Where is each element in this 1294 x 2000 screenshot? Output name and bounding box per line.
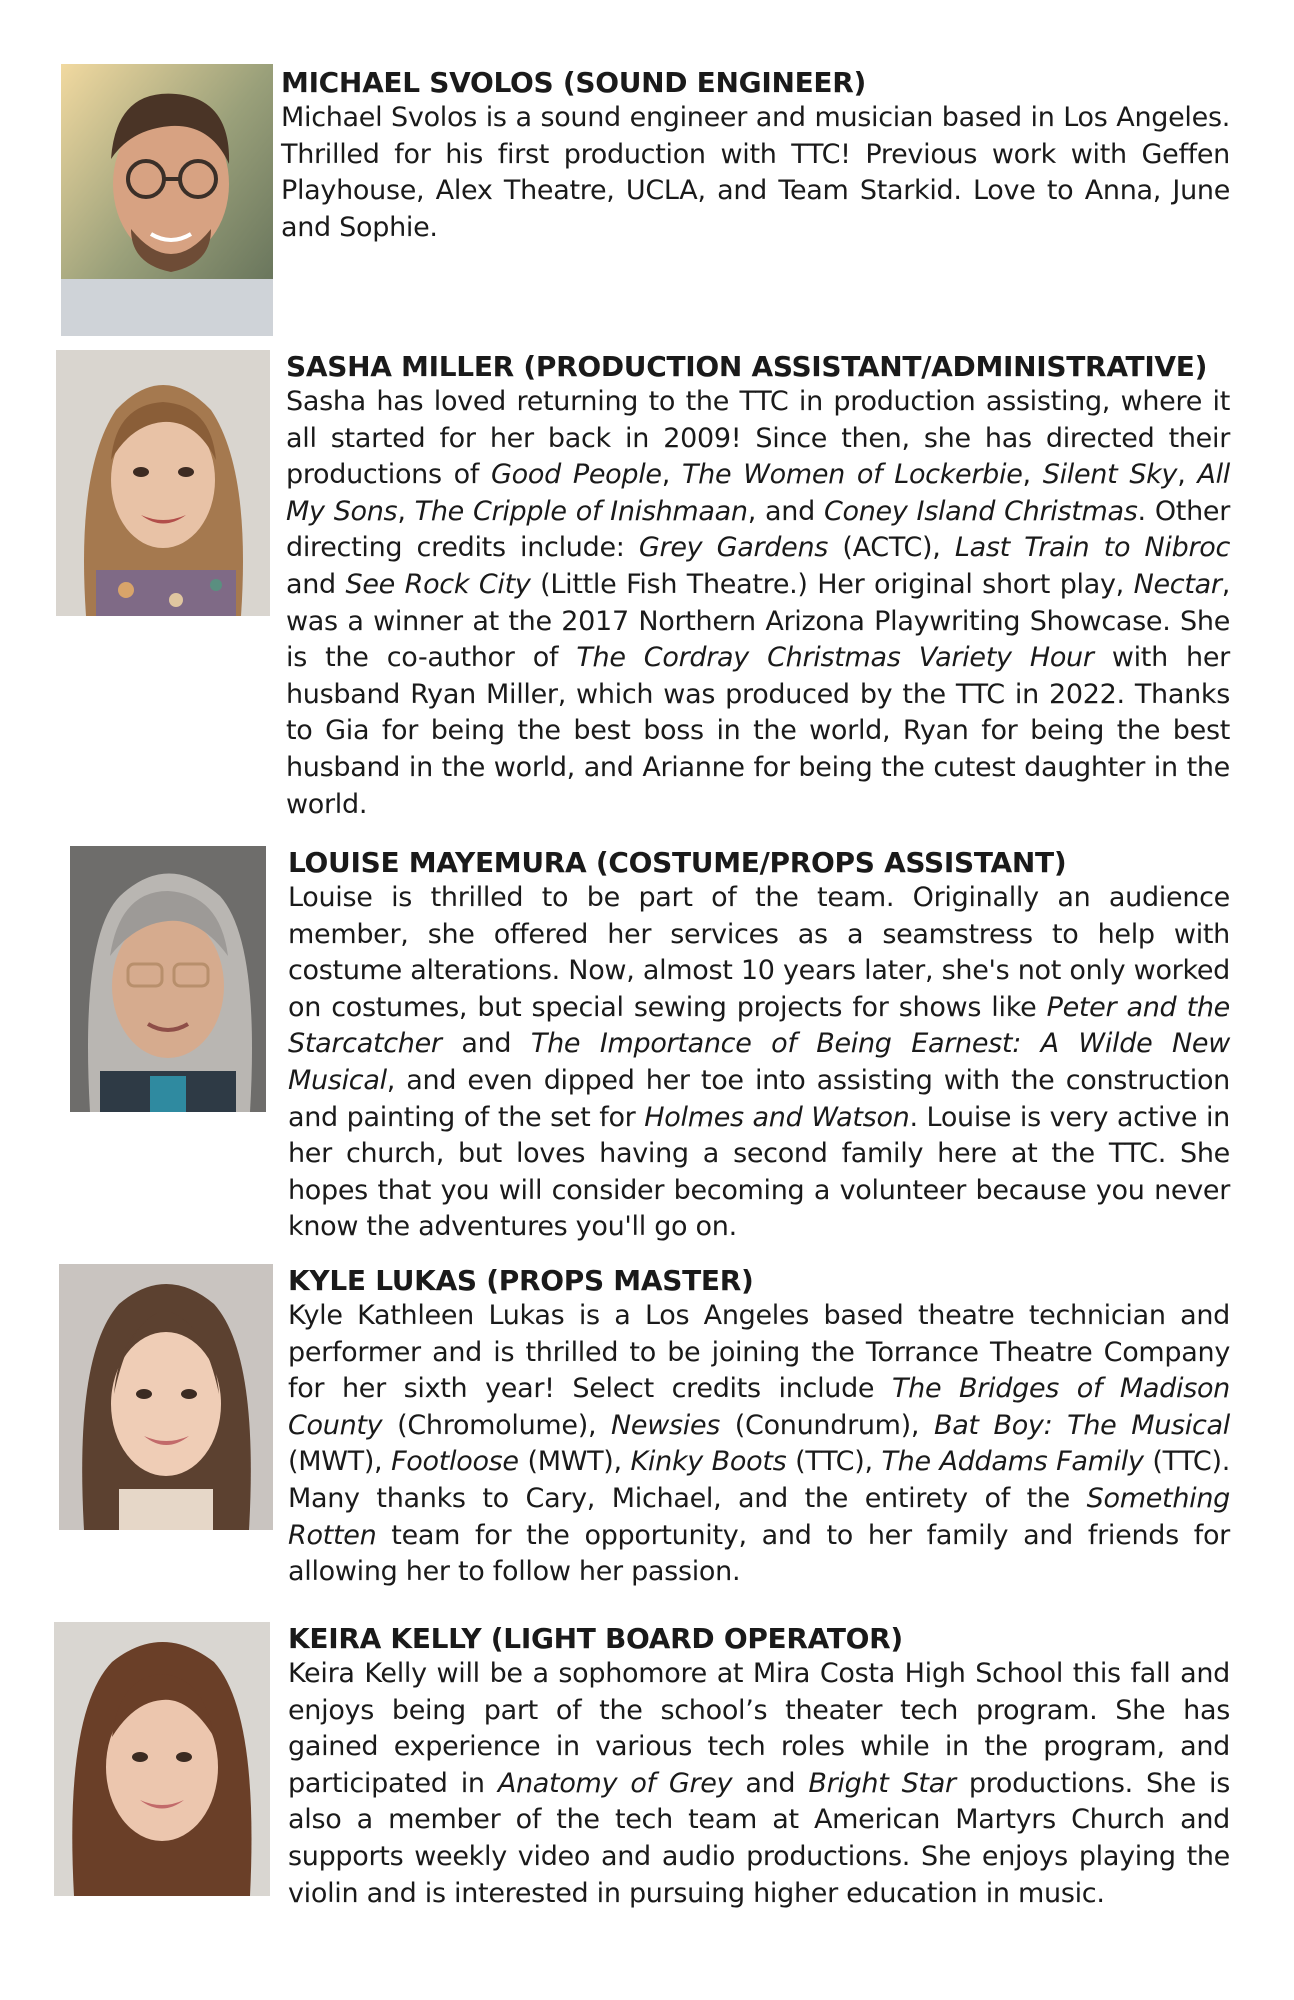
bio-title-italic: The Cordray Christmas Variety Hour xyxy=(576,642,1094,674)
portrait-photo xyxy=(54,1622,270,1896)
bio-title-italic: Grey Gardens xyxy=(638,532,829,564)
bio-title-italic: Last Train to Nibroc xyxy=(954,532,1231,564)
portrait-photo xyxy=(70,846,266,1112)
bio-heading: LOUISE MAYEMURA (COSTUME/PROPS ASSISTANT) xyxy=(288,846,1067,879)
bio-text-run: . Other directing credits include: xyxy=(286,495,1230,564)
bio-heading: SASHA MILLER (PRODUCTION ASSISTANT/ADMINISTRATIVE) xyxy=(286,350,1208,383)
bio-text-run: , and xyxy=(747,495,824,527)
bio-text-run: and xyxy=(286,568,346,600)
bio-text-run: Michael Svolos is a sound engineer and musician based in Los Angeles. Thrilled for his first production with TTC! Previous work with Geffen Playhouse, Alex Theatre, UCLA, and Team Starkid. Love to Anna, June and Sophie. xyxy=(281,102,1230,243)
bio-text-run: (TTC). Many thanks to Cary, Michael, and the entirety of the xyxy=(288,1446,1231,1514)
bio-text-run: , xyxy=(1022,459,1043,491)
bio-text xyxy=(288,1298,1230,1591)
portrait-photo xyxy=(61,64,273,336)
bio-text-run: (MWT), xyxy=(288,1446,392,1478)
bio-title-italic: Anatomy of Grey xyxy=(497,1767,733,1799)
bio-text-run: and xyxy=(441,1028,531,1060)
bio-title-italic: The Addams Family xyxy=(881,1446,1144,1478)
bio-title-italic: Silent Sky xyxy=(1042,459,1178,491)
bio-title-italic: Kinky Boots xyxy=(630,1446,787,1478)
bio-text-run: with her husband Ryan Miller, which was produced by the TTC in 2022. Thanks to Gia for being the best boss in the world, Ryan for being the best husband in the world, and Arianne for being the cutest daughter in the world. xyxy=(286,642,1230,820)
bio-text-run: , xyxy=(661,459,682,491)
bio-text-run: , xyxy=(397,495,415,527)
bio-title-italic: The Women of Lockerbie xyxy=(681,459,1023,491)
bio-heading: KYLE LUKAS (PROPS MASTER) xyxy=(288,1264,754,1297)
bio-heading: KEIRA KELLY (LIGHT BOARD OPERATOR) xyxy=(288,1622,903,1655)
bio-title-italic: Good People xyxy=(491,459,662,491)
bio-text-run: (ACTC), xyxy=(828,532,955,564)
bio-title-italic: Bat Boy: The Musical xyxy=(933,1409,1230,1441)
bio-title-italic: See Rock City xyxy=(345,568,531,600)
portrait-photo xyxy=(59,1264,273,1530)
bio-text xyxy=(281,100,1230,246)
portrait-photo xyxy=(56,350,270,616)
bio-title-italic: Nectar xyxy=(1133,568,1222,600)
bio-text-run: , xyxy=(1177,459,1198,491)
bio-text-run: team for the opportunity, and to her family and friends for allowing her to follow her passion. xyxy=(288,1519,1230,1588)
bio-text-run: . Louise is very active in her church, but loves having a second family here at the TTC. She hopes that you will consider becoming a volunteer because you never know the adventures you'll go on. xyxy=(288,1101,1230,1243)
bio-title-italic: Peter and the Starcatcher xyxy=(288,991,1230,1060)
bio-title-italic: Newsies xyxy=(610,1409,721,1441)
bio-title-italic: Footloose xyxy=(391,1446,519,1478)
bio-title-italic: Holmes and Watson xyxy=(644,1101,910,1133)
bio-title-italic: Coney Island Christmas xyxy=(823,495,1138,527)
bio-text-run: (TTC), xyxy=(786,1446,882,1478)
bio-text xyxy=(288,880,1230,1246)
bio-title-italic: The Bridges of Madison County xyxy=(288,1373,1230,1441)
bio-heading: MICHAEL SVOLOS (SOUND ENGINEER) xyxy=(281,66,866,99)
bio-text-run: Sasha has loved returning to the TTC in production assisting, where it all started for her back in 2009! Since then, she has directed their productions of xyxy=(286,386,1230,491)
bio-text-run: Louise is thrilled to be part of the team. Originally an audience member, she offered her services as a seamstress to help with costume alterations. Now, almost 10 years later, she's not only worked on costumes, but special sewing projects for shows like xyxy=(288,882,1230,1023)
bio-text-run: (Conundrum), xyxy=(720,1409,934,1441)
bio-text xyxy=(288,1656,1230,1912)
bio-text-run: Kyle Kathleen Lukas is a Los Angeles based theatre technician and performer and is thrilled to be joining the Torrance Theatre Company for her sixth year! Select credits include xyxy=(288,1300,1230,1405)
bio-text-run: , and even dipped her toe into assisting with the construction and painting of the set for xyxy=(288,1064,1230,1133)
bio-text-run: and xyxy=(732,1767,809,1799)
bio-title-italic: All My Sons xyxy=(286,459,1230,527)
bio-text-run: (MWT), xyxy=(518,1446,631,1478)
bio-text-run: (Little Fish Theatre.) Her original short play, xyxy=(530,568,1134,600)
bio-title-italic: The Cripple of Inishmaan xyxy=(414,495,748,527)
bio-text xyxy=(286,384,1230,823)
bio-text-run: (Chromolume), xyxy=(382,1409,611,1441)
bio-title-italic: Something Rotten xyxy=(288,1482,1230,1551)
bio-text-run: , was a winner at the 2017 Northern Arizona Playwriting Showcase. She is the co-author of xyxy=(286,568,1230,674)
bio-title-italic: Bright Star xyxy=(808,1767,956,1799)
bio-title-italic: The Importance of Being Earnest: A Wilde New Musical xyxy=(288,1028,1230,1096)
bio-text-run: productions. She is also a member of the tech team at American Martyrs Church and supports weekly video and audio productions. She enjoys playing the violin and is interested in pursuing higher education in music. xyxy=(288,1767,1230,1909)
bio-text-run: Keira Kelly will be a sophomore at Mira Costa High School this fall and enjoys being part of the school’s theater tech program. She has gained experience in various tech roles while in the program, and participated in xyxy=(288,1658,1230,1799)
